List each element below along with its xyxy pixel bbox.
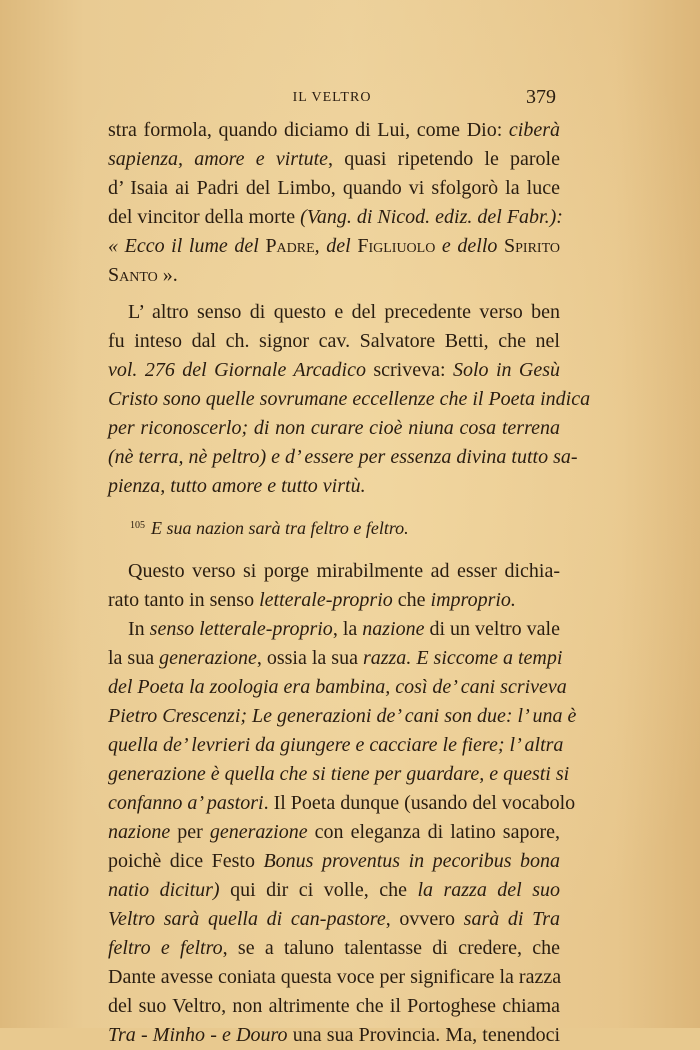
text-line: pienza, tutto amore e tutto virtù. — [108, 475, 366, 497]
running-title: IL VELTRO — [292, 90, 372, 105]
text-line: la sua generazione, ossia la sua razza. E siccome a tempi — [108, 647, 563, 669]
text-line: sapienza, amore e virtute, quasi ripetendo le parole — [108, 148, 560, 170]
page-number: 379 — [526, 86, 556, 108]
text-line: del vincitor della morte (Vang. di Nicod. ediz. del Fabr.): — [108, 206, 563, 228]
text-line: (nè terra, nè peltro) e d’ essere per essenza divina tutto sa- — [108, 446, 578, 468]
text-line: natio dicitur) qui dir ci volle, che la razza del suo — [108, 879, 561, 901]
text-line: del Poeta la zoologia era bambina, così de’ cani scriveva — [108, 676, 567, 698]
text-line: vol. 276 del Giornale Arcadico scriveva: Solo in Gesù — [108, 359, 561, 381]
paragraph-gap — [108, 290, 560, 298]
text-line: nazione per generazione con eleganza di latino sapore, — [108, 821, 560, 843]
text-line: « Ecco il lume del Padre, del Figliuolo e dello Spirito — [108, 235, 560, 257]
text-line: Pietro Crescenzi; Le generazioni de’ cani son due: l’ una è — [108, 705, 577, 727]
page-header — [108, 86, 556, 112]
text-line: poichè dice Festo Bonus proventus in pecoribus bona — [108, 850, 560, 872]
text-line: Veltro sarà quella di can-pastore, ovvero sarà di Tra — [108, 908, 560, 930]
text-line: del suo Veltro, non altrimente che il Portoghese chiama — [108, 995, 560, 1017]
text-line: In senso letterale-proprio, la nazione di un veltro vale — [128, 618, 560, 640]
text-line: stra formola, quando diciamo di Lui, come Dio: ciberà — [108, 119, 560, 141]
text-line: Dante avesse coniata questa voce per significare la razza — [108, 966, 562, 988]
text-line: per riconoscerlo; di non curare cioè niuna cosa terrena — [108, 417, 560, 439]
text-line: quella de’ levrieri da giungere e cacciare le fiere; l’ altra — [108, 734, 564, 756]
text-line: feltro e feltro, se a taluno talentasse di credere, che — [108, 937, 560, 959]
body-text — [108, 116, 591, 1050]
text-line: L’ altro senso di questo e del precedente verso ben — [128, 301, 560, 323]
text-line: fu inteso dal ch. signor cav. Salvatore Betti, che nel — [108, 330, 560, 352]
text-line: Cristo sono quelle sovrumane eccellenze che il Poeta indica — [108, 388, 591, 410]
text-line: confanno a’ pastori. Il Poeta dunque (usando del vocabolo — [108, 792, 576, 814]
verse-text: E sua nazion sarà tra feltro e feltro. — [151, 518, 409, 538]
text-line: Questo verso si porge mirabilmente ad esser dichia- — [128, 560, 560, 582]
text-line: generazione è quella che si tiene per guardare, e questi si — [108, 763, 570, 785]
text-line: Tra - Minho - e Douro una sua Provincia. Ma, tenendoci — [108, 1024, 561, 1046]
verse-quote — [108, 511, 560, 543]
verse-number: 105 — [130, 520, 145, 531]
text-line: d’ Isaia ai Padri del Limbo, quando vi sfolgorò la luce — [108, 177, 560, 199]
text-line: Santo ». — [108, 264, 178, 286]
text-line: rato tanto in senso letterale-proprio che improprio. — [108, 589, 516, 611]
